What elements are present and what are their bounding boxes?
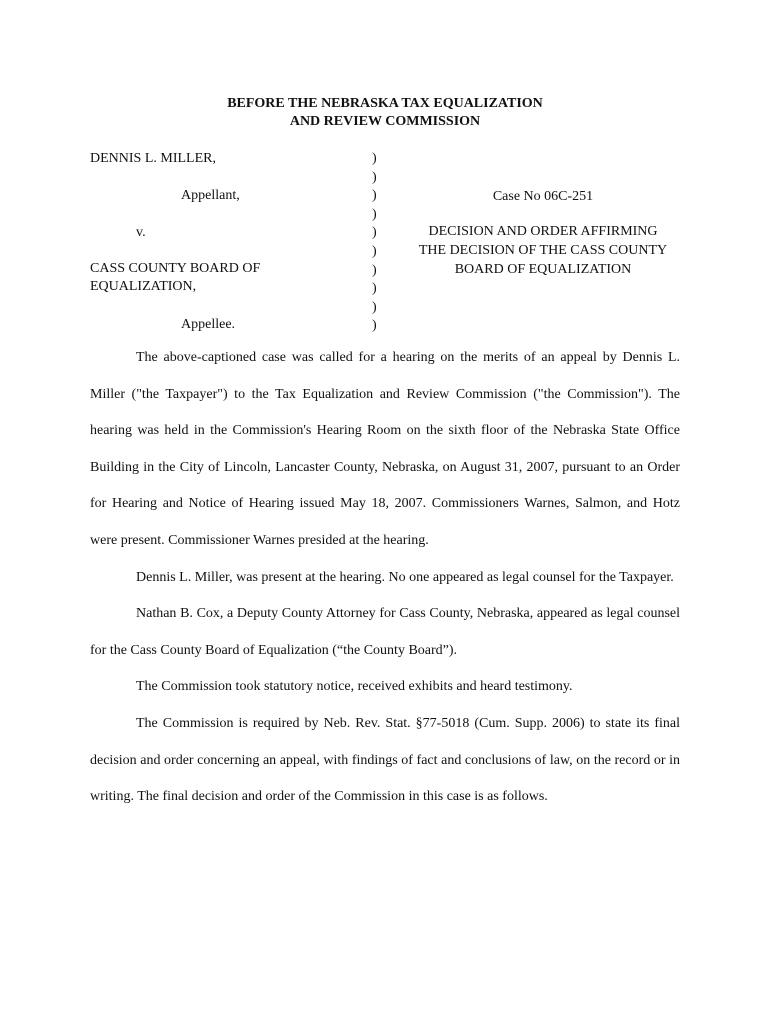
decision-title-line-3: BOARD OF EQUALIZATION (454, 262, 632, 277)
heading-line-1: BEFORE THE NEBRASKA TAX EQUALIZATION (227, 96, 543, 111)
caption-parentheses (372, 150, 384, 336)
case-caption (0, 150, 770, 340)
caption-paren: ) (372, 188, 377, 204)
document-body (90, 340, 680, 816)
body-paragraph: Dennis L. Miller, was present at the hearing. No one appeared as legal counsel for the Taxpayer. (136, 569, 674, 585)
appellee-name-line-2: EQUALIZATION, (90, 279, 197, 294)
case-number: Case No 06C-251 (492, 189, 594, 204)
body-paragraph: The Commission took statutory notice, received exhibits and heard testimony. (136, 679, 573, 695)
heading-line-2: AND REVIEW COMMISSION (289, 114, 481, 129)
caption-paren: ) (372, 225, 377, 241)
body-paragraph: Nathan B. Cox, a Deputy County Attorney for Cass County, Nebraska, appeared as legal counsel for the Cass County Board of Equalization (“the County Board”). (90, 606, 680, 658)
appellant-name: DENNIS L. MILLER, (90, 151, 216, 166)
body-paragraph: The Commission is required by Neb. Rev. Stat. §77-5018 (Cum. Supp. 2006) to state its final decision and order concerning an appeal, with findings of fact and conclusions of law, on the record or in writing. The final decision and order of the Commission in this case is as follows. (90, 715, 680, 805)
decision-title-line-2: THE DECISION OF THE CASS COUNTY (418, 243, 668, 258)
caption-paren: ) (372, 281, 377, 297)
caption-paren: ) (372, 299, 377, 315)
caption-paren: ) (372, 318, 377, 334)
decision-title (400, 222, 686, 279)
caption-paren: ) (372, 169, 377, 185)
caption-paren: ) (372, 206, 377, 222)
appellee-name-line-1: CASS COUNTY BOARD OF (90, 261, 261, 276)
decision-title-line-1: DECISION AND ORDER AFFIRMING (428, 224, 658, 239)
document-heading (0, 95, 770, 131)
appellant-role: Appellant, (181, 188, 240, 203)
caption-paren: ) (372, 151, 377, 166)
versus-label: v. (136, 225, 146, 240)
caption-paren: ) (372, 243, 377, 259)
appellee-role: Appellee. (181, 317, 236, 332)
caption-paren: ) (372, 262, 377, 278)
body-paragraph: The above-captioned case was called for a hearing on the merits of an appeal by Dennis L. Miller ("the Taxpayer") to the Tax Equalization and Review Commission ("the Commission"). The hearing was held in the Commission's Hearing Room on the sixth floor of the Nebraska State Office Building in the City of Lincoln, Lancaster County, Nebraska, on August 31, 2007, pursuant to an Order for Hearing and Notice of Hearing issued May 18, 2007. Commissioners Warnes, Salmon, and Hotz were present. Commissioner Warnes presided at the hearing. (90, 350, 680, 548)
